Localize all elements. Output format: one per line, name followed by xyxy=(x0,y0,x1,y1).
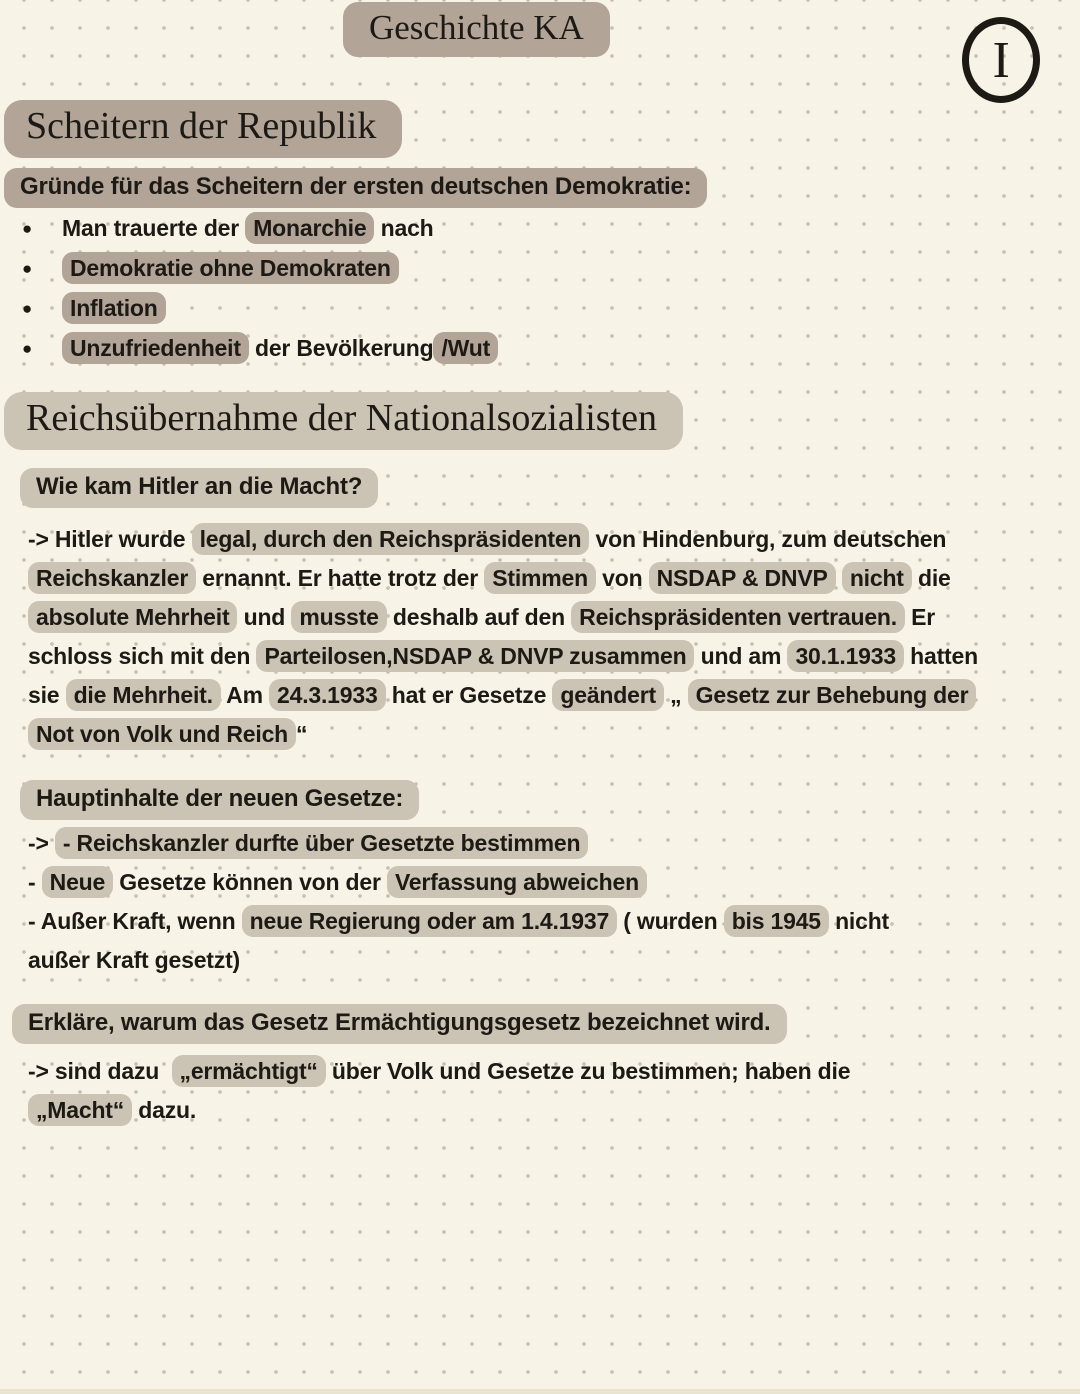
highlighted-text: Unzufriedenheit xyxy=(62,332,249,364)
plain-text: hat er Gesetze xyxy=(385,682,553,708)
page-number-badge xyxy=(962,17,1040,103)
title-row xyxy=(28,8,1062,66)
plain-text: Er xyxy=(904,604,936,630)
plain-text: außer Kraft gesetzt) xyxy=(28,947,240,973)
page-bottom-edge xyxy=(0,1389,1080,1394)
highlighted-text: die Mehrheit. xyxy=(66,679,221,711)
label-erklaere xyxy=(28,1004,1062,1044)
bullet-item xyxy=(28,328,1062,368)
text-line xyxy=(28,902,1062,941)
plain-text: -> sind dazu xyxy=(28,1058,172,1084)
plain-text: hatten xyxy=(903,643,978,669)
text-line xyxy=(28,1052,1062,1091)
highlighted-text: Stimmen xyxy=(484,562,596,594)
plain-text: und xyxy=(237,604,292,630)
bullet-item xyxy=(28,248,1062,288)
plain-text: über Volk und Gesetze zu bestimmen; haben die xyxy=(325,1058,851,1084)
highlighted-text: - Reichskanzler durfte über Gesetzte bestimmen xyxy=(55,827,588,859)
bullet-item xyxy=(28,288,1062,328)
highlighted-text: Neue xyxy=(42,866,113,898)
plain-text: -> xyxy=(28,830,55,856)
page-title: Geschichte KA xyxy=(343,2,610,57)
highlighted-text: Reichspräsidenten vertrauen. xyxy=(571,601,905,633)
highlighted-text: musste xyxy=(291,601,386,633)
highlighted-text: NSDAP & DNVP xyxy=(649,562,836,594)
label-hauptinhalte xyxy=(28,780,1062,820)
page-number: I xyxy=(992,31,1010,89)
plain-text: „ xyxy=(663,682,688,708)
plain-text: der Bevölkerung xyxy=(248,335,434,361)
plain-text: Man trauerte der xyxy=(62,215,246,241)
heading-scheitern-text: Scheitern der Republik xyxy=(4,100,402,158)
plain-text: von xyxy=(595,565,649,591)
highlighted-text: 30.1.1933 xyxy=(787,640,904,672)
plain-text: und am xyxy=(694,643,788,669)
highlighted-text: Inflation xyxy=(62,292,166,324)
plain-text: nach xyxy=(374,215,434,241)
label-wie-kam-text: Wie kam Hitler an die Macht? xyxy=(20,468,378,508)
plain-text: Gesetze können von der xyxy=(113,869,387,895)
highlighted-text: bis 1945 xyxy=(724,905,829,937)
heading-scheitern xyxy=(28,100,1062,158)
text-line xyxy=(28,637,1062,676)
highlighted-text: Reichskanzler xyxy=(28,562,196,594)
highlighted-text: neue Regierung oder am 1.4.1937 xyxy=(242,905,617,937)
plain-text: schloss sich mit den xyxy=(28,643,257,669)
text-line xyxy=(28,824,1062,863)
highlighted-text: Verfassung abweichen xyxy=(387,866,647,898)
notes-content xyxy=(20,100,1062,1130)
label-erklaere-text: Erkläre, warum das Gesetz Ermächtigungsgesetz bezeichnet wird. xyxy=(12,1004,787,1044)
text-line xyxy=(28,598,1062,637)
highlighted-text: Not von Volk und Reich xyxy=(28,718,296,750)
text-line xyxy=(28,1091,1062,1130)
plain-text: - xyxy=(28,869,42,895)
plain-text: nicht xyxy=(828,908,890,934)
plain-text: die xyxy=(911,565,951,591)
text-line xyxy=(28,559,1062,598)
text-line xyxy=(28,520,1062,559)
plain-text: “ xyxy=(296,721,308,747)
highlighted-text: geändert xyxy=(552,679,664,711)
para-ermaechtigt xyxy=(28,1052,1062,1130)
highlighted-text: legal, durch den Reichspräsidenten xyxy=(192,523,590,555)
heading-reichsuebernahme xyxy=(28,392,1062,450)
plain-text: ( wurden xyxy=(617,908,724,934)
plain-text: -> Hitler wurde xyxy=(28,526,192,552)
highlighted-text: /Wut xyxy=(433,332,498,364)
text-line xyxy=(28,863,1062,902)
highlighted-text: Demokratie ohne Demokraten xyxy=(62,252,399,284)
text-line xyxy=(28,676,1062,715)
highlighted-text: „Macht“ xyxy=(28,1094,132,1126)
plain-text: dazu. xyxy=(132,1097,197,1123)
plain-text: von Hindenburg, zum deutschen xyxy=(589,526,947,552)
label-gruende-text: Gründe für das Scheitern der ersten deutschen Demokratie: xyxy=(4,168,707,208)
highlighted-text: „ermächtigt“ xyxy=(172,1055,326,1087)
plain-text: - Außer Kraft, wenn xyxy=(28,908,242,934)
para-gesetze xyxy=(28,824,1062,980)
highlighted-text: absolute Mehrheit xyxy=(28,601,237,633)
plain-text: ernannt. Er hatte trotz der xyxy=(196,565,485,591)
highlighted-text: nicht xyxy=(842,562,912,594)
text-line xyxy=(28,715,1062,754)
plain-text: deshalb auf den xyxy=(386,604,572,630)
highlighted-text: Parteilosen,NSDAP & DNVP zusammen xyxy=(256,640,694,672)
heading-reichsuebernahme-text: Reichsübernahme der Nationalsozialisten xyxy=(4,392,683,450)
label-wie-kam xyxy=(28,468,1062,508)
highlighted-text: 24.3.1933 xyxy=(269,679,386,711)
highlighted-text: Monarchie xyxy=(245,212,374,244)
bullets-gruende xyxy=(28,208,1062,368)
plain-text: sie xyxy=(28,682,66,708)
bullet-item xyxy=(28,208,1062,248)
label-hauptinhalte-text: Hauptinhalte der neuen Gesetze: xyxy=(20,780,419,820)
highlighted-text: Gesetz zur Behebung der xyxy=(688,679,977,711)
plain-text xyxy=(836,565,842,591)
para-hitler xyxy=(28,520,1062,754)
label-gruende xyxy=(20,168,1062,208)
text-line xyxy=(28,941,1062,980)
plain-text: Am xyxy=(220,682,270,708)
